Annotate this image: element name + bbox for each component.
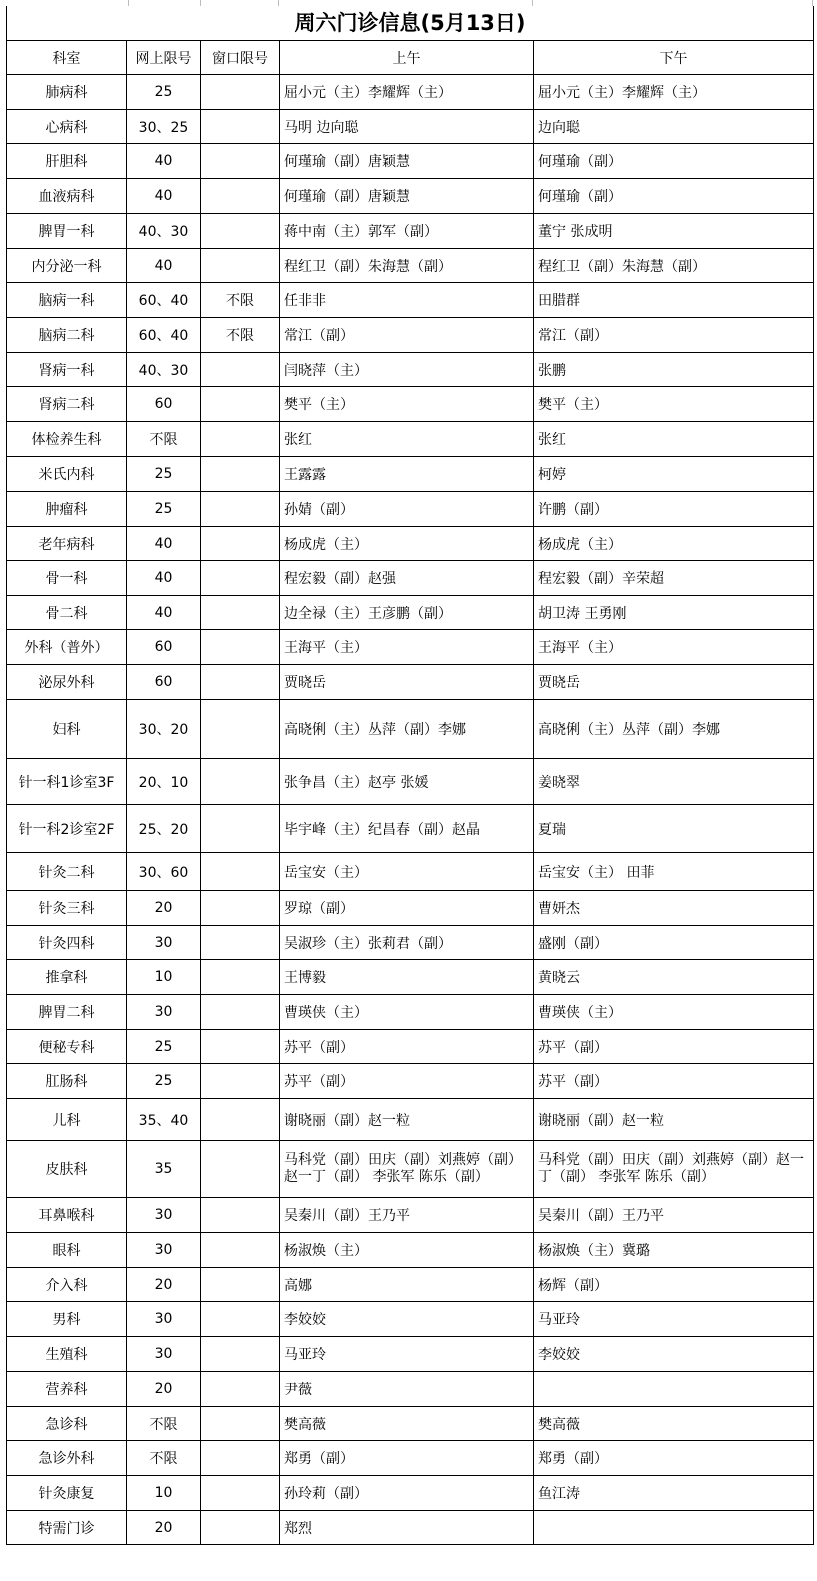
window-limit-cell	[201, 1302, 280, 1337]
morning-doctors-cell: 高娜	[280, 1268, 534, 1302]
header-morning: 上午	[280, 41, 534, 75]
online-limit-cell: 20	[127, 891, 201, 926]
table-row	[7, 387, 814, 422]
window-limit-cell	[201, 110, 280, 144]
morning-doctors-cell: 罗琼（副）	[280, 891, 534, 926]
table-row	[7, 805, 814, 853]
afternoon-doctors-cell: 边向聪	[534, 110, 814, 144]
table-row	[7, 1337, 814, 1372]
afternoon-doctors-cell: 常江（副）	[534, 318, 814, 353]
morning-doctors-cell: 岳宝安（主）	[280, 853, 534, 891]
afternoon-doctors-cell: 董宁 张成明	[534, 214, 814, 249]
department-cell: 米氏内科	[7, 457, 127, 492]
morning-doctors-cell: 苏平（副）	[280, 1030, 534, 1064]
window-limit-cell	[201, 75, 280, 110]
schedule-table	[6, 40, 814, 1545]
morning-doctors-cell: 高晓俐（主）丛萍（副）李娜	[280, 700, 534, 759]
morning-doctors-cell: 贾晓岳	[280, 665, 534, 700]
morning-doctors-cell: 张争昌（主）赵亭 张媛	[280, 759, 534, 805]
table-row	[7, 110, 814, 144]
table-row	[7, 759, 814, 805]
online-limit-cell: 25	[127, 1064, 201, 1099]
online-limit-cell: 不限	[127, 422, 201, 457]
window-limit-cell	[201, 891, 280, 926]
afternoon-doctors-cell: 鱼江涛	[534, 1476, 814, 1511]
morning-doctors-cell: 李姣姣	[280, 1302, 534, 1337]
window-limit-cell	[201, 1337, 280, 1372]
department-cell: 心病科	[7, 110, 127, 144]
department-cell: 针灸三科	[7, 891, 127, 926]
online-limit-cell: 60	[127, 665, 201, 700]
afternoon-doctors-cell: 何瑾瑜（副）	[534, 179, 814, 214]
window-limit-cell	[201, 805, 280, 853]
morning-doctors-cell: 谢晓丽（副）赵一粒	[280, 1099, 534, 1141]
header-department: 科室	[7, 41, 127, 75]
window-limit-cell	[201, 1030, 280, 1064]
online-limit-cell: 60	[127, 387, 201, 422]
department-cell: 针灸二科	[7, 853, 127, 891]
afternoon-doctors-cell: 王海平（主）	[534, 630, 814, 665]
afternoon-doctors-cell: 樊平（主）	[534, 387, 814, 422]
department-cell: 急诊外科	[7, 1441, 127, 1476]
online-limit-cell: 20	[127, 1372, 201, 1407]
afternoon-doctors-cell: 杨成虎（主）	[534, 527, 814, 561]
department-cell: 针灸康复	[7, 1476, 127, 1511]
table-row	[7, 1233, 814, 1268]
online-limit-cell: 30	[127, 1198, 201, 1233]
table-row	[7, 75, 814, 110]
table-row	[7, 1302, 814, 1337]
afternoon-doctors-cell: 高晓俐（主）丛萍（副）李娜	[534, 700, 814, 759]
afternoon-doctors-cell: 张鹏	[534, 353, 814, 387]
window-limit-cell	[201, 214, 280, 249]
window-limit-cell	[201, 1476, 280, 1511]
morning-doctors-cell: 苏平（副）	[280, 1064, 534, 1099]
department-cell: 肝胆科	[7, 144, 127, 179]
afternoon-doctors-cell: 李姣姣	[534, 1337, 814, 1372]
window-limit-cell	[201, 1511, 280, 1545]
window-limit-cell	[201, 1407, 280, 1441]
table-row	[7, 457, 814, 492]
morning-doctors-cell: 蒋中南（主）郭军（副）	[280, 214, 534, 249]
morning-doctors-cell: 马明 边向聪	[280, 110, 534, 144]
window-limit-cell	[201, 492, 280, 527]
morning-doctors-cell: 王露露	[280, 457, 534, 492]
department-cell: 内分泌一科	[7, 249, 127, 283]
online-limit-cell: 10	[127, 960, 201, 995]
window-limit-cell	[201, 1198, 280, 1233]
window-limit-cell: 不限	[201, 318, 280, 353]
window-limit-cell	[201, 759, 280, 805]
table-row	[7, 630, 814, 665]
department-cell: 营养科	[7, 1372, 127, 1407]
table-row	[7, 596, 814, 630]
table-row	[7, 249, 814, 283]
online-limit-cell: 40	[127, 596, 201, 630]
department-cell: 便秘专科	[7, 1030, 127, 1064]
table-row	[7, 214, 814, 249]
morning-doctors-cell: 闫晓萍（主）	[280, 353, 534, 387]
morning-doctors-cell: 张红	[280, 422, 534, 457]
window-limit-cell	[201, 1064, 280, 1099]
morning-doctors-cell: 郑烈	[280, 1511, 534, 1545]
window-limit-cell	[201, 422, 280, 457]
afternoon-doctors-cell: 马科党（副）田庆（副）刘燕婷（副）赵一丁（副） 李张军 陈乐（副）	[534, 1141, 814, 1198]
morning-doctors-cell: 曹瑛侠（主）	[280, 995, 534, 1030]
window-limit-cell	[201, 1141, 280, 1198]
department-cell: 脑病一科	[7, 283, 127, 318]
afternoon-doctors-cell: 黄晓云	[534, 960, 814, 995]
window-limit-cell	[201, 144, 280, 179]
table-row	[7, 1268, 814, 1302]
online-limit-cell: 25	[127, 457, 201, 492]
department-cell: 推拿科	[7, 960, 127, 995]
morning-doctors-cell: 马科党（副）田庆（副）刘燕婷（副）赵一丁（副） 李张军 陈乐（副）	[280, 1141, 534, 1198]
window-limit-cell	[201, 1372, 280, 1407]
morning-doctors-cell: 吴秦川（副）王乃平	[280, 1198, 534, 1233]
department-cell: 肺病科	[7, 75, 127, 110]
department-cell: 男科	[7, 1302, 127, 1337]
department-cell: 针一科1诊室3F	[7, 759, 127, 805]
afternoon-doctors-cell: 程宏毅（副）辛荣超	[534, 561, 814, 596]
table-row	[7, 665, 814, 700]
afternoon-doctors-cell: 岳宝安（主） 田菲	[534, 853, 814, 891]
online-limit-cell: 30	[127, 926, 201, 960]
morning-doctors-cell: 任非非	[280, 283, 534, 318]
window-limit-cell	[201, 387, 280, 422]
afternoon-doctors-cell: 屈小元（主）李耀辉（主）	[534, 75, 814, 110]
afternoon-doctors-cell: 柯婷	[534, 457, 814, 492]
department-cell: 妇科	[7, 700, 127, 759]
afternoon-doctors-cell: 谢晓丽（副）赵一粒	[534, 1099, 814, 1141]
table-row	[7, 1407, 814, 1441]
department-cell: 眼科	[7, 1233, 127, 1268]
afternoon-doctors-cell: 张红	[534, 422, 814, 457]
morning-doctors-cell: 孙婧（副）	[280, 492, 534, 527]
afternoon-doctors-cell: 马亚玲	[534, 1302, 814, 1337]
afternoon-doctors-cell: 吴秦川（副）王乃平	[534, 1198, 814, 1233]
table-row	[7, 700, 814, 759]
morning-doctors-cell: 马亚玲	[280, 1337, 534, 1372]
online-limit-cell: 30	[127, 1337, 201, 1372]
morning-doctors-cell: 王博毅	[280, 960, 534, 995]
afternoon-doctors-cell: 樊高薇	[534, 1407, 814, 1441]
afternoon-doctors-cell	[534, 1372, 814, 1407]
afternoon-doctors-cell: 夏瑞	[534, 805, 814, 853]
online-limit-cell: 35	[127, 1141, 201, 1198]
department-cell: 血液病科	[7, 179, 127, 214]
department-cell: 肿瘤科	[7, 492, 127, 527]
afternoon-doctors-cell: 苏平（副）	[534, 1064, 814, 1099]
morning-doctors-cell: 边全禄（主）王彦鹏（副）	[280, 596, 534, 630]
online-limit-cell: 20、10	[127, 759, 201, 805]
table-row	[7, 283, 814, 318]
window-limit-cell	[201, 179, 280, 214]
morning-doctors-cell: 孙玲莉（副）	[280, 1476, 534, 1511]
afternoon-doctors-cell: 贾晓岳	[534, 665, 814, 700]
department-cell: 体检养生科	[7, 422, 127, 457]
online-limit-cell: 40、30	[127, 214, 201, 249]
morning-doctors-cell: 何瑾瑜（副）唐颖慧	[280, 144, 534, 179]
online-limit-cell: 40	[127, 561, 201, 596]
online-limit-cell: 30	[127, 1233, 201, 1268]
window-limit-cell	[201, 630, 280, 665]
afternoon-doctors-cell: 姜晓翠	[534, 759, 814, 805]
department-cell: 针灸四科	[7, 926, 127, 960]
table-row	[7, 960, 814, 995]
morning-doctors-cell: 常江（副）	[280, 318, 534, 353]
online-limit-cell: 30、25	[127, 110, 201, 144]
online-limit-cell: 30、60	[127, 853, 201, 891]
department-cell: 肛肠科	[7, 1064, 127, 1099]
table-row	[7, 492, 814, 527]
online-limit-cell: 25	[127, 492, 201, 527]
afternoon-doctors-cell: 田腊群	[534, 283, 814, 318]
department-cell: 皮肤科	[7, 1141, 127, 1198]
online-limit-cell: 40、30	[127, 353, 201, 387]
online-limit-cell: 25	[127, 75, 201, 110]
window-limit-cell	[201, 960, 280, 995]
table-row	[7, 1030, 814, 1064]
afternoon-doctors-cell: 杨辉（副）	[534, 1268, 814, 1302]
department-cell: 急诊科	[7, 1407, 127, 1441]
morning-doctors-cell: 杨成虎（主）	[280, 527, 534, 561]
window-limit-cell	[201, 353, 280, 387]
online-limit-cell: 不限	[127, 1407, 201, 1441]
sheet-title: 周六门诊信息(5月13日)	[6, 6, 814, 40]
table-row	[7, 1064, 814, 1099]
header-online-limit: 网上限号	[127, 41, 201, 75]
department-cell: 特需门诊	[7, 1511, 127, 1545]
table-row	[7, 527, 814, 561]
table-row	[7, 995, 814, 1030]
header-window-limit: 窗口限号	[201, 41, 280, 75]
afternoon-doctors-cell: 程红卫（副）朱海慧（副）	[534, 249, 814, 283]
online-limit-cell: 40	[127, 527, 201, 561]
online-limit-cell: 40	[127, 249, 201, 283]
department-cell: 儿科	[7, 1099, 127, 1141]
department-cell: 脑病二科	[7, 318, 127, 353]
table-row	[7, 1141, 814, 1198]
afternoon-doctors-cell: 郑勇（副）	[534, 1441, 814, 1476]
online-limit-cell: 10	[127, 1476, 201, 1511]
online-limit-cell: 30	[127, 1302, 201, 1337]
department-cell: 肾病一科	[7, 353, 127, 387]
table-row	[7, 561, 814, 596]
department-cell: 脾胃一科	[7, 214, 127, 249]
window-limit-cell	[201, 853, 280, 891]
online-limit-cell: 25	[127, 1030, 201, 1064]
table-row	[7, 1511, 814, 1545]
afternoon-doctors-cell: 曹瑛侠（主）	[534, 995, 814, 1030]
afternoon-doctors-cell: 杨淑焕（主）冀璐	[534, 1233, 814, 1268]
table-row	[7, 853, 814, 891]
department-cell: 脾胃二科	[7, 995, 127, 1030]
table-row	[7, 1372, 814, 1407]
department-cell: 耳鼻喉科	[7, 1198, 127, 1233]
morning-doctors-cell: 吴淑珍（主）张莉君（副）	[280, 926, 534, 960]
department-cell: 骨二科	[7, 596, 127, 630]
department-cell: 针一科2诊室2F	[7, 805, 127, 853]
table-row	[7, 926, 814, 960]
table-row	[7, 1198, 814, 1233]
window-limit-cell	[201, 527, 280, 561]
department-cell: 生殖科	[7, 1337, 127, 1372]
morning-doctors-cell: 屈小元（主）李耀辉（主）	[280, 75, 534, 110]
window-limit-cell	[201, 249, 280, 283]
online-limit-cell: 35、40	[127, 1099, 201, 1141]
afternoon-doctors-cell: 曹妍杰	[534, 891, 814, 926]
department-cell: 介入科	[7, 1268, 127, 1302]
window-limit-cell	[201, 1441, 280, 1476]
online-limit-cell: 40	[127, 144, 201, 179]
afternoon-doctors-cell: 苏平（副）	[534, 1030, 814, 1064]
table-row	[7, 1099, 814, 1141]
header-row	[7, 41, 814, 75]
online-limit-cell: 60、40	[127, 283, 201, 318]
afternoon-doctors-cell	[534, 1511, 814, 1545]
table-row	[7, 1441, 814, 1476]
online-limit-cell: 20	[127, 1268, 201, 1302]
morning-doctors-cell: 王海平（主）	[280, 630, 534, 665]
morning-doctors-cell: 樊平（主）	[280, 387, 534, 422]
window-limit-cell	[201, 1099, 280, 1141]
online-limit-cell: 25、20	[127, 805, 201, 853]
morning-doctors-cell: 程红卫（副）朱海慧（副）	[280, 249, 534, 283]
window-limit-cell	[201, 700, 280, 759]
online-limit-cell: 40	[127, 179, 201, 214]
online-limit-cell: 30、20	[127, 700, 201, 759]
department-cell: 老年病科	[7, 527, 127, 561]
window-limit-cell	[201, 926, 280, 960]
table-row	[7, 1476, 814, 1511]
window-limit-cell	[201, 995, 280, 1030]
header-afternoon: 下午	[534, 41, 814, 75]
morning-doctors-cell: 毕宇峰（主）纪昌春（副）赵晶	[280, 805, 534, 853]
department-cell: 肾病二科	[7, 387, 127, 422]
table-row	[7, 318, 814, 353]
window-limit-cell	[201, 1268, 280, 1302]
online-limit-cell: 20	[127, 1511, 201, 1545]
afternoon-doctors-cell: 何瑾瑜（副）	[534, 144, 814, 179]
online-limit-cell: 不限	[127, 1441, 201, 1476]
window-limit-cell	[201, 596, 280, 630]
window-limit-cell	[201, 561, 280, 596]
department-cell: 骨一科	[7, 561, 127, 596]
morning-doctors-cell: 何瑾瑜（副）唐颖慧	[280, 179, 534, 214]
afternoon-doctors-cell: 许鹏（副）	[534, 492, 814, 527]
afternoon-doctors-cell: 胡卫涛 王勇刚	[534, 596, 814, 630]
table-row	[7, 353, 814, 387]
department-cell: 泌尿外科	[7, 665, 127, 700]
afternoon-doctors-cell: 盛刚（副）	[534, 926, 814, 960]
window-limit-cell	[201, 457, 280, 492]
morning-doctors-cell: 樊高薇	[280, 1407, 534, 1441]
department-cell: 外科（普外）	[7, 630, 127, 665]
window-limit-cell: 不限	[201, 283, 280, 318]
window-limit-cell	[201, 1233, 280, 1268]
morning-doctors-cell: 杨淑焕（主）	[280, 1233, 534, 1268]
table-row	[7, 891, 814, 926]
morning-doctors-cell: 郑勇（副）	[280, 1441, 534, 1476]
online-limit-cell: 60	[127, 630, 201, 665]
online-limit-cell: 30	[127, 995, 201, 1030]
window-limit-cell	[201, 665, 280, 700]
table-row	[7, 179, 814, 214]
morning-doctors-cell: 尹薇	[280, 1372, 534, 1407]
morning-doctors-cell: 程宏毅（副）赵强	[280, 561, 534, 596]
table-row	[7, 144, 814, 179]
online-limit-cell: 60、40	[127, 318, 201, 353]
table-row	[7, 422, 814, 457]
